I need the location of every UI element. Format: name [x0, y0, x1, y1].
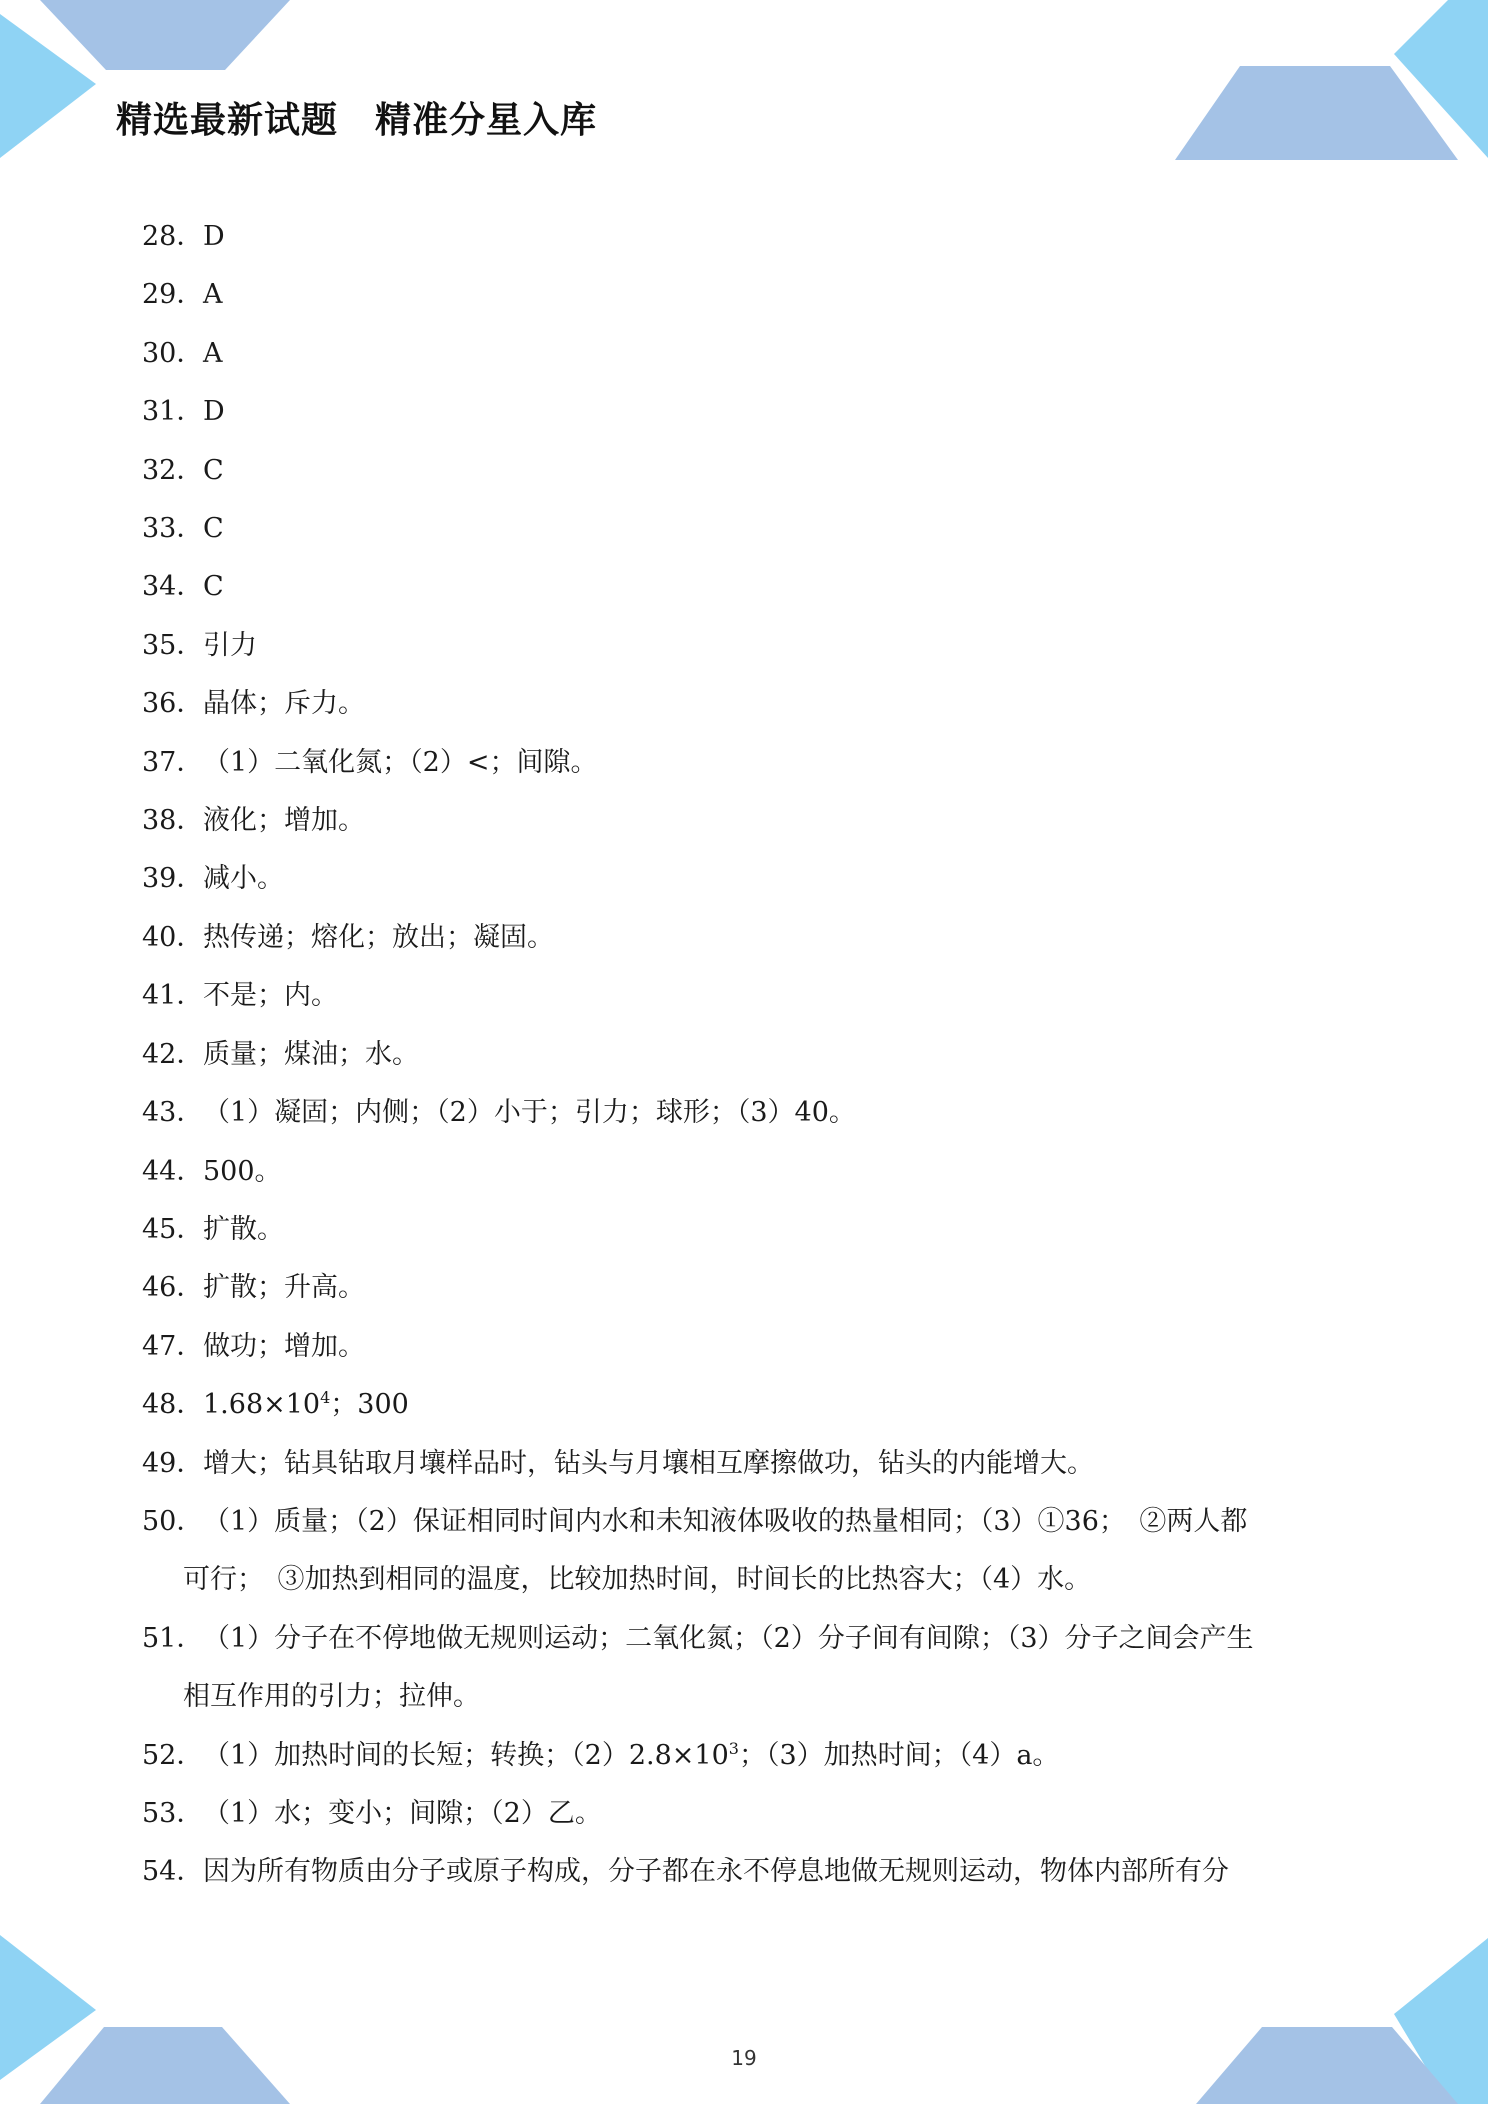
page-number: 19: [731, 2046, 757, 2070]
answer-item: [142, 558, 1352, 616]
answer-item: [142, 1435, 1352, 1493]
answer-number: 48．: [142, 1389, 204, 1421]
answer-text: [142, 1376, 1352, 1434]
top-left-trapezoid: [40, 0, 290, 70]
answer-item: [142, 1376, 1352, 1434]
answer-text: [142, 1727, 1352, 1785]
answer-text: 做功；增加。: [203, 1330, 365, 1362]
answer-number: 52．: [142, 1739, 204, 1771]
answer-number: 47．: [142, 1330, 204, 1362]
answer-item: [142, 500, 1352, 558]
answer-number: 29．: [142, 279, 204, 311]
answer-item: [142, 734, 1352, 792]
answer-item: [142, 1201, 1352, 1259]
answer-item: [142, 383, 1352, 441]
answer-text: 增大；钻具钻取月壤样品时，钻头与月壤相互摩擦做功，钻头的内能增大。: [203, 1447, 1094, 1479]
answer-number: 35．: [142, 629, 204, 661]
answer-number: 45．: [142, 1213, 204, 1245]
answer-number: 51．: [142, 1622, 204, 1654]
answer-text: 不是；内。: [203, 980, 338, 1012]
answer-text-part: ；300: [330, 1389, 409, 1421]
answer-text: A: [203, 337, 223, 369]
answer-text: 因为所有物质由分子或原子构成，分子都在永不停息地做无规则运动，物体内部所有分: [203, 1856, 1229, 1888]
answer-text: C: [203, 454, 224, 486]
answer-text: 晶体；斥力。: [203, 688, 365, 720]
answer-item: [142, 1610, 1352, 1727]
answer-item: [142, 675, 1352, 733]
answer-item: [142, 208, 1352, 266]
answer-text: 引力: [203, 629, 257, 661]
answer-item: [142, 1143, 1352, 1201]
answer-text: （1）凝固；内侧；（2）小于；引力；球形；（3）40。: [203, 1097, 856, 1129]
answer-item: [142, 1259, 1352, 1317]
answer-number: 33．: [142, 513, 204, 545]
answer-text: C: [203, 513, 224, 545]
answer-text-continuation: 相互作用的引力；拉伸。: [183, 1681, 480, 1713]
answer-number: 31．: [142, 396, 204, 428]
answer-item: [142, 850, 1352, 908]
answer-text: 减小。: [203, 863, 284, 895]
answer-text: D: [203, 396, 225, 428]
answer-item: [142, 1493, 1352, 1610]
answer-text: 扩散；升高。: [203, 1272, 365, 1304]
answer-number: 49．: [142, 1447, 204, 1479]
answer-item: [142, 1843, 1352, 1901]
answer-item: [142, 792, 1352, 850]
answer-text: （1）水；变小；间隙；（2）乙。: [203, 1797, 602, 1829]
answer-number: 44．: [142, 1155, 204, 1187]
answer-list: [142, 208, 1352, 1902]
answer-item: [142, 967, 1352, 1025]
answer-number: 38．: [142, 805, 204, 837]
answer-text: 热传递；熔化；放出；凝固。: [203, 921, 554, 953]
answer-number: 43．: [142, 1097, 204, 1129]
answer-item: [142, 909, 1352, 967]
answer-text-continuation: 可行； ③加热到相同的温度，比较加热时间，时间长的比热容大；（4）水。: [183, 1564, 1092, 1596]
answer-number: 42．: [142, 1038, 204, 1070]
answer-item: [142, 266, 1352, 324]
top-right-trapezoid: [1175, 66, 1458, 160]
answer-number: 46．: [142, 1272, 204, 1304]
answer-item: [142, 1026, 1352, 1084]
answer-item: [142, 1785, 1352, 1843]
answer-number: 28．: [142, 221, 204, 252]
answer-number: 37．: [142, 746, 204, 778]
answer-text: （1）质量；（2）保证相同时间内水和未知液体吸收的热量相同；（3）①36； ②两人都: [203, 1505, 1248, 1537]
answer-number: 36．: [142, 688, 204, 720]
answer-text-part: （1）加热时间的长短；转换；（2）2.8×10: [203, 1739, 729, 1771]
answer-item: [142, 1318, 1352, 1376]
answer-text: C: [203, 571, 224, 603]
answer-item: [142, 617, 1352, 675]
answer-text: A: [203, 279, 223, 311]
page-header-title: 精选最新试题 精准分星入库: [116, 100, 598, 141]
answer-item: [142, 1727, 1352, 1785]
answer-number: 39．: [142, 863, 204, 895]
answer-text: 液化；增加。: [203, 805, 365, 837]
answer-text: （1）二氧化氮；（2）<；间隙。: [203, 746, 598, 778]
answer-item: [142, 325, 1352, 383]
answer-text: （1）分子在不停地做无规则运动；二氧化氮；（2）分子间有间隙；（3）分子之间会产生: [203, 1622, 1254, 1654]
answer-item: [142, 1084, 1352, 1142]
answer-number: 34．: [142, 571, 204, 603]
answer-number: 30．: [142, 337, 204, 369]
answer-number: 50．: [142, 1505, 204, 1537]
answer-text-part: ；（3）加热时间；（4）a。: [738, 1739, 1060, 1771]
answer-text: 质量；煤油；水。: [203, 1038, 419, 1070]
answer-text-part: 1.68×10: [203, 1389, 321, 1421]
exponent: 3: [728, 1738, 739, 1758]
answer-number: 40．: [142, 921, 204, 953]
exponent: 4: [320, 1388, 331, 1408]
answer-number: 41．: [142, 980, 204, 1012]
answer-text: 扩散。: [203, 1213, 284, 1245]
answer-number: 54．: [142, 1856, 204, 1888]
answer-text: 500。: [203, 1155, 282, 1187]
answer-item: [142, 442, 1352, 500]
answer-text: D: [203, 221, 225, 252]
answer-number: 53．: [142, 1797, 204, 1829]
answer-number: 32．: [142, 454, 204, 486]
